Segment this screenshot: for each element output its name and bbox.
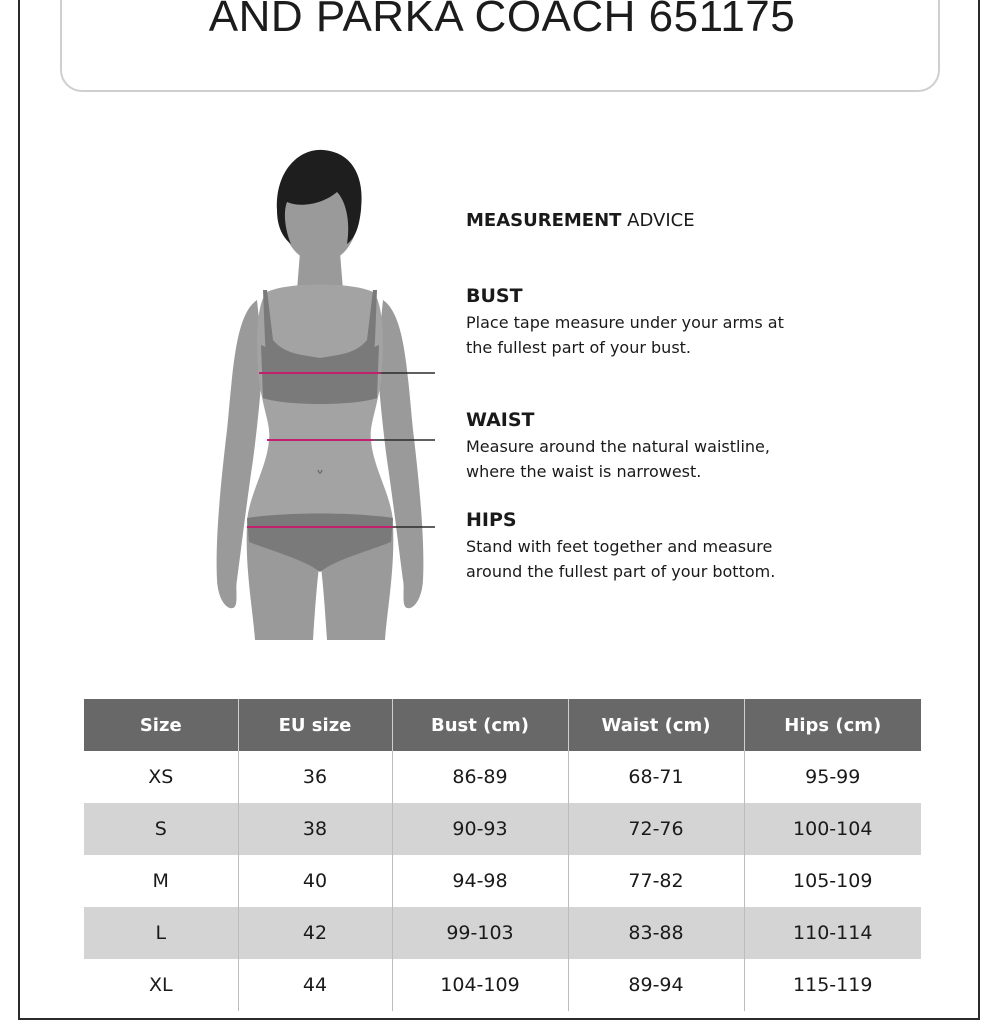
cell-eu-size: 38: [238, 803, 392, 855]
hips-desc-line-2: around the fullest part of your bottom.: [466, 562, 776, 581]
bust-description: [466, 310, 846, 360]
size-chart-table: [84, 699, 921, 1011]
table-row: [84, 751, 921, 803]
cell-bust: 94-98: [392, 855, 568, 907]
cell-size: L: [84, 907, 238, 959]
header-bust: Bust (cm): [392, 699, 568, 751]
cell-hips: 95-99: [744, 751, 921, 803]
header-waist: Waist (cm): [568, 699, 744, 751]
header-size: Size: [84, 699, 238, 751]
cell-waist: 89-94: [568, 959, 744, 1011]
waist-desc-line-2: where the waist is narrowest.: [466, 462, 702, 481]
cell-bust: 104-109: [392, 959, 568, 1011]
cell-size: XL: [84, 959, 238, 1011]
cell-eu-size: 42: [238, 907, 392, 959]
cell-size: XS: [84, 751, 238, 803]
cell-hips: 115-119: [744, 959, 921, 1011]
body-silhouette-illustration: [205, 140, 435, 650]
table-row: [84, 959, 921, 1011]
table-row: [84, 855, 921, 907]
cell-hips: 100-104: [744, 803, 921, 855]
header-hips: Hips (cm): [744, 699, 921, 751]
measurement-advice-heading: [466, 210, 695, 231]
cell-hips: 110-114: [744, 907, 921, 959]
cell-eu-size: 44: [238, 959, 392, 1011]
cell-waist: 83-88: [568, 907, 744, 959]
cell-size: M: [84, 855, 238, 907]
cell-size: S: [84, 803, 238, 855]
table-row: [84, 907, 921, 959]
cell-bust: 86-89: [392, 751, 568, 803]
cell-bust: 99-103: [392, 907, 568, 959]
hips-description: [466, 534, 846, 584]
waist-desc-line-1: Measure around the natural waistline,: [466, 437, 770, 456]
cell-waist: 68-71: [568, 751, 744, 803]
cell-waist: 72-76: [568, 803, 744, 855]
bust-title: BUST: [466, 285, 523, 307]
header-eu-size: EU size: [238, 699, 392, 751]
advice-heading-rest: ADVICE: [627, 210, 695, 231]
cell-eu-size: 36: [238, 751, 392, 803]
title-line-2: AND PARKA COACH 651175: [208, 0, 796, 41]
hips-desc-line-1: Stand with feet together and measure: [466, 537, 773, 556]
waist-description: [466, 434, 846, 484]
table-header-row: [84, 699, 921, 751]
bust-desc-line-2: the fullest part of your bust.: [466, 338, 692, 357]
advice-heading-bold: MEASUREMENT: [466, 210, 622, 231]
cell-eu-size: 40: [238, 855, 392, 907]
table-row: [84, 803, 921, 855]
hips-title: HIPS: [466, 509, 517, 531]
cell-hips: 105-109: [744, 855, 921, 907]
bust-desc-line-1: Place tape measure under your arms at: [466, 313, 784, 332]
cell-waist: 77-82: [568, 855, 744, 907]
cell-bust: 90-93: [392, 803, 568, 855]
waist-title: WAIST: [466, 409, 535, 431]
title-banner: [60, 0, 940, 92]
